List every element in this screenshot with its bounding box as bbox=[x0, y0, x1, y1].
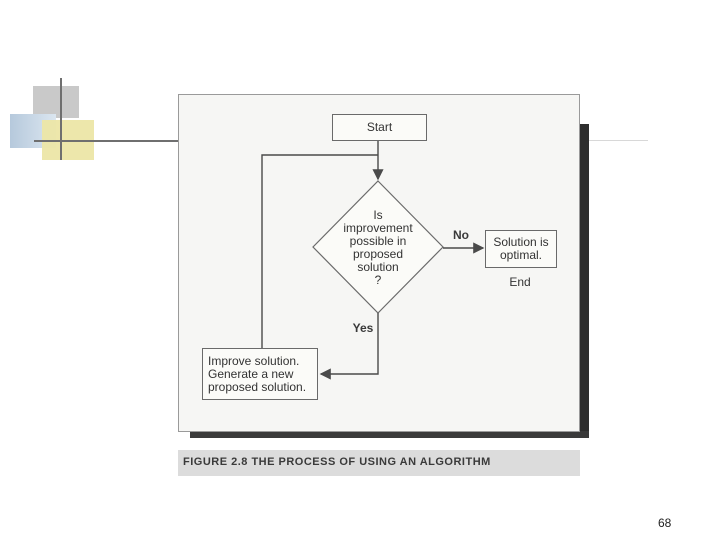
label-yes: Yes bbox=[352, 321, 374, 335]
start-box: Start bbox=[332, 114, 427, 141]
label-end: End bbox=[509, 275, 531, 289]
label-no: No bbox=[453, 228, 469, 242]
improve-box: Improve solution. Generate a new proposed solution. bbox=[202, 348, 318, 400]
page-number: 68 bbox=[658, 516, 672, 530]
optimal-box: Solution is optimal. bbox=[485, 230, 557, 268]
decision-text: Is improvement possible in proposed solution ? bbox=[343, 208, 413, 287]
figure-caption: FIGURE 2.8 THE PROCESS OF USING AN ALGORITHM bbox=[183, 456, 491, 468]
